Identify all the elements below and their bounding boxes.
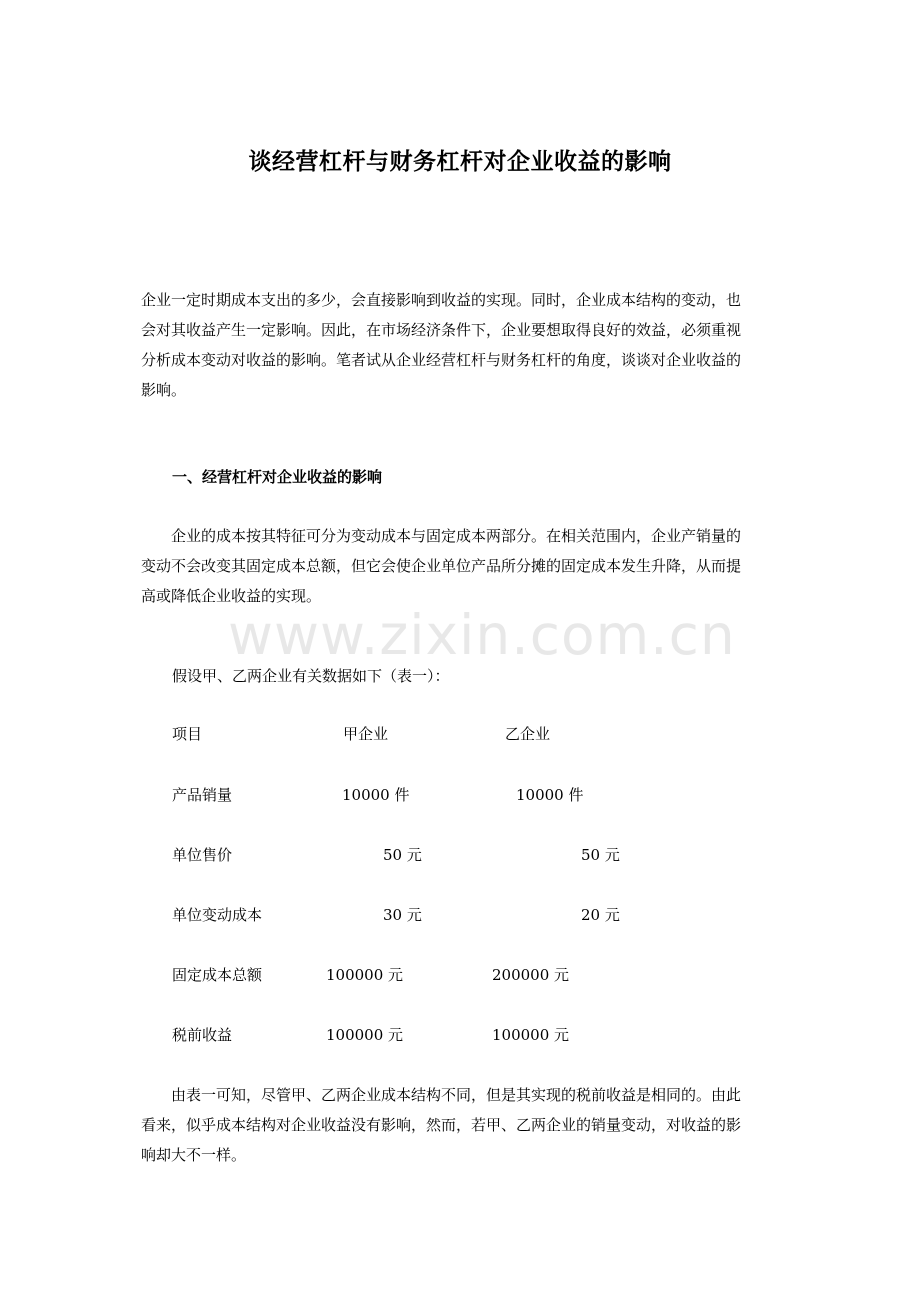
table-cell: 100000 元 — [326, 966, 404, 984]
table-header-cell: 甲企业 — [343, 725, 389, 743]
table-cell: 50 元 — [581, 846, 620, 864]
table-cell: 100000 元 — [492, 1026, 570, 1044]
paragraph-line: 企业的成本按其特征可分为变动成本与固定成本两部分。在相关范围内，企业产销量的 — [171, 527, 742, 545]
paragraph-line: 会对其收益产生一定影响。因此，在市场经济条件下，企业要想取得良好的效益，必须重视 — [141, 321, 742, 339]
table-row — [0, 780, 920, 810]
paragraph-line: 分析成本变动对收益的影响。笔者试从企业经营杠杆与财务杠杆的角度，谈谈对企业收益的 — [141, 351, 742, 369]
paragraph-line: 响却大不一样。 — [141, 1146, 247, 1164]
paragraph-conclusion — [141, 1080, 783, 1170]
paragraph-line: 看来，似乎成本结构对企业收益没有影响，然而，若甲、乙两企业的销量变动，对收益的影 — [141, 1116, 742, 1134]
table-cell: 10000 件 — [342, 786, 410, 804]
table-cell: 10000 件 — [516, 786, 584, 804]
table-cell: 单位变动成本 — [172, 906, 263, 924]
document-title: 谈经营杠杆与财务杠杆对企业收益的影响 — [248, 149, 672, 175]
table-cell: 固定成本总额 — [172, 966, 263, 984]
table-header-cell: 项目 — [172, 725, 203, 743]
paragraph-intro — [141, 285, 783, 405]
watermark-text: www.zixin.com.cn — [228, 603, 736, 667]
table-cell: 50 元 — [383, 846, 422, 864]
table-row — [0, 840, 920, 870]
table-cell: 30 元 — [383, 906, 422, 924]
table-intro: 假设甲、乙两企业有关数据如下（表一）： — [172, 667, 450, 685]
table-cell: 产品销量 — [172, 786, 233, 804]
table-cell: 20 元 — [581, 906, 620, 924]
table-cell: 100000 元 — [326, 1026, 404, 1044]
table-header-row — [0, 719, 920, 749]
table-cell: 200000 元 — [492, 966, 570, 984]
table-row — [0, 900, 920, 930]
paragraph-line: 影响。 — [141, 381, 187, 399]
table-cell: 税前收益 — [172, 1026, 233, 1044]
table-row — [0, 1020, 920, 1050]
paragraph-line: 企业一定时期成本支出的多少，会直接影响到收益的实现。同时，企业成本结构的变动，也 — [141, 291, 742, 309]
paragraph-cost-structure — [141, 521, 783, 611]
table-row — [0, 960, 920, 990]
table-cell: 单位售价 — [172, 846, 233, 864]
paragraph-line: 由表一可知，尽管甲、乙两企业成本结构不同，但是其实现的税前收益是相同的。由此 — [171, 1086, 742, 1104]
paragraph-line: 变动不会改变其固定成本总额，但它会使企业单位产品所分摊的固定成本发生升降，从而提 — [141, 557, 742, 575]
paragraph-line: 高或降低企业收益的实现。 — [141, 587, 322, 605]
section-heading: 一、经营杠杆对企业收益的影响 — [172, 468, 383, 486]
table-header-cell: 乙企业 — [505, 725, 551, 743]
